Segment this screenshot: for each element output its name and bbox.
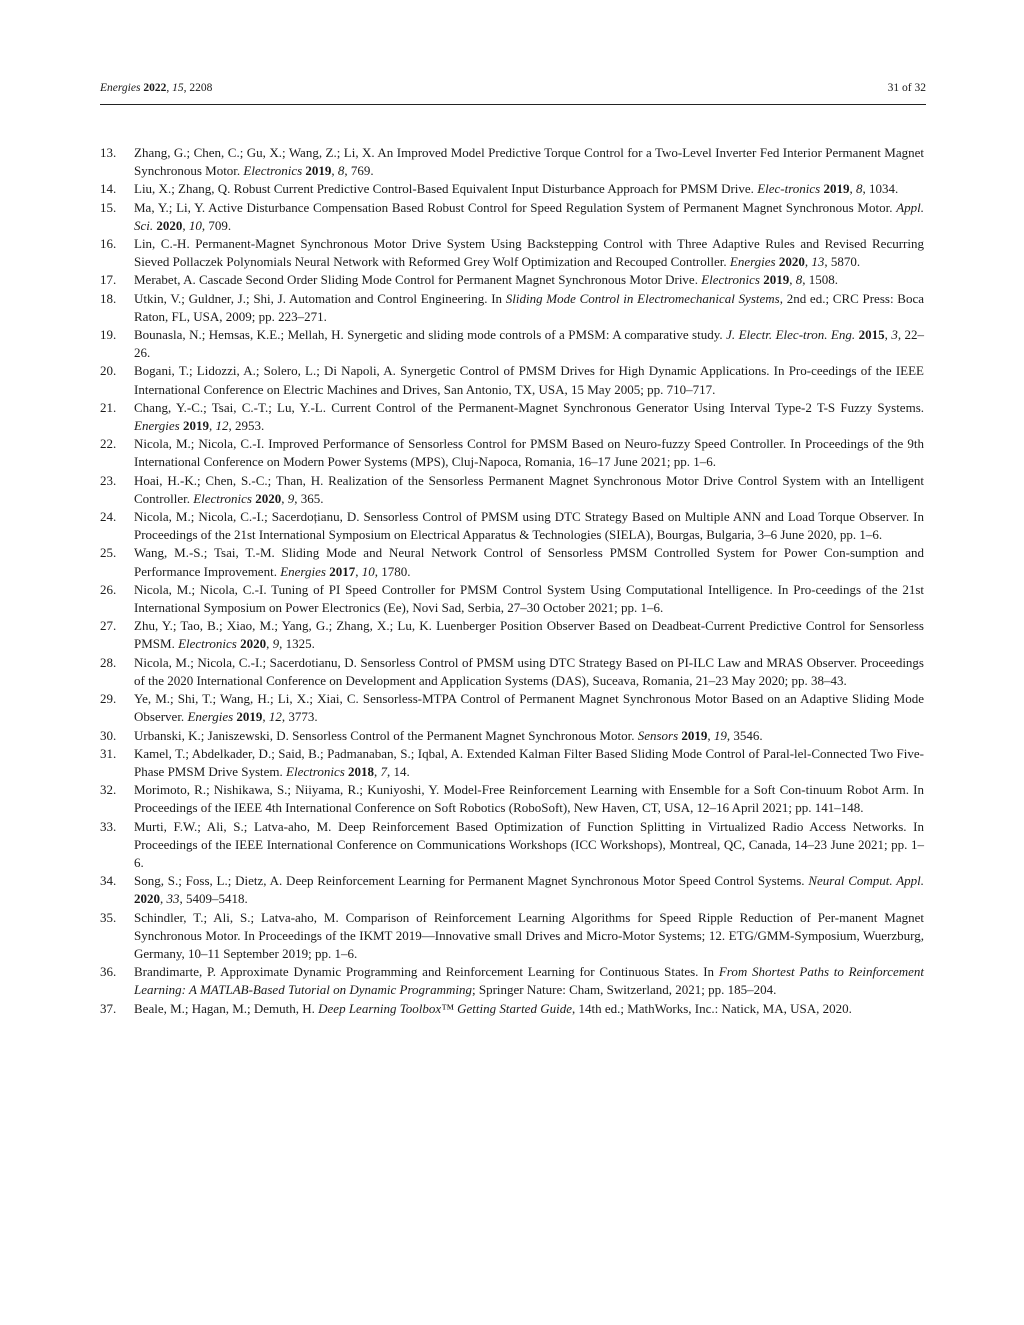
reference-segment: , 1508. bbox=[802, 272, 838, 288]
reference-text bbox=[134, 655, 924, 688]
reference-italic: Electronics bbox=[193, 490, 252, 506]
reference-number: 26. bbox=[100, 581, 117, 597]
reference-item bbox=[100, 180, 924, 198]
reference-italic: 10 bbox=[361, 563, 375, 579]
reference-text bbox=[134, 819, 924, 870]
reference-item bbox=[100, 362, 924, 398]
reference-segment: , 365. bbox=[294, 490, 324, 506]
reference-segment: , bbox=[884, 327, 892, 343]
reference-italic: 33 bbox=[166, 891, 180, 907]
reference-text bbox=[134, 400, 924, 433]
reference-italic: Energies bbox=[187, 709, 234, 725]
header-rule bbox=[100, 104, 926, 105]
reference-bold: 2017 bbox=[329, 563, 356, 579]
reference-number: 15. bbox=[100, 199, 117, 215]
reference-segment: , bbox=[804, 254, 812, 270]
reference-text bbox=[134, 746, 924, 779]
reference-text bbox=[134, 272, 838, 287]
reference-number: 16. bbox=[100, 236, 117, 252]
reference-text bbox=[134, 291, 924, 324]
journal-name: Energies bbox=[100, 82, 141, 94]
reference-text bbox=[134, 618, 924, 651]
reference-item bbox=[100, 199, 924, 235]
reference-item bbox=[100, 745, 924, 781]
reference-text bbox=[134, 910, 924, 961]
reference-text bbox=[134, 145, 924, 178]
reference-item bbox=[100, 781, 924, 817]
reference-bold: 2019 bbox=[236, 709, 263, 725]
reference-italic: Neural Comput. Appl. bbox=[808, 873, 924, 889]
reference-italic: Deep Learning Toolbox™ Getting Started Guide bbox=[318, 1000, 572, 1016]
reference-italic: 8 bbox=[856, 181, 863, 197]
reference-bold: 2015 bbox=[858, 327, 885, 343]
reference-segment: Nicola, M.; Nicola, C.-I.; Sacerdoțianu, D. Sensorless Control of PMSM using DTC Strategy Based on Multiple ANN and Load Torque Observer. In Proceedings of the 21st International Symposium on Electrical Apparatus & Technologies (SIELA), Bourgas, Bulgaria, 3–6 June 2020, pp. 1–6. bbox=[134, 509, 924, 543]
reference-item bbox=[100, 544, 924, 580]
reference-italic: 10 bbox=[188, 217, 202, 233]
reference-number: 31. bbox=[100, 745, 117, 761]
reference-item bbox=[100, 872, 924, 908]
reference-segment: , bbox=[160, 891, 167, 907]
reference-number: 24. bbox=[100, 509, 117, 525]
reference-italic: 8 bbox=[337, 163, 345, 179]
reference-italic: 8 bbox=[795, 272, 803, 288]
reference-item bbox=[100, 617, 924, 653]
reference-item bbox=[100, 508, 924, 544]
reference-segment: , 1034. bbox=[862, 181, 899, 197]
reference-segment: Bounasla, N.; Hemsas, K.E.; Mellah, H. Synergetic and sliding mode controls of a PMSM: A comparative study. bbox=[134, 327, 727, 343]
reference-segment: Urbanski, K.; Janiszewski, D. Sensorless Control of the Permanent Magnet Synchronous Motor. bbox=[134, 727, 638, 743]
reference-segment: Utkin, V.; Guldner, J.; Shi, J. Automation and Control Engineering. In bbox=[134, 290, 506, 306]
reference-italic: 12 bbox=[268, 709, 282, 725]
reference-text bbox=[134, 728, 763, 743]
reference-italic: Electronics bbox=[286, 763, 345, 779]
reference-italic: Electronics bbox=[243, 163, 303, 179]
reference-number: 35. bbox=[100, 909, 117, 925]
reference-segment: , 14th ed.; MathWorks, Inc.: Natick, MA, USA, 2020. bbox=[571, 1000, 852, 1016]
reference-segment: , 769. bbox=[344, 163, 374, 179]
reference-number: 19. bbox=[100, 327, 117, 343]
reference-segment: , 2nd ed.; CRC Press: Boca Raton, FL, USA, 2009; pp. 223–271. bbox=[134, 290, 924, 324]
reference-segment: , bbox=[266, 636, 273, 652]
reference-segment: Nicola, M.; Nicola, C.-I.; Sacerdotianu, D. Sensorless Control of PMSM using DTC Strategy Based on PI-ILC Law and MRAS Observer. Proceedings of the 2020 International Conference on Development and Application Systems (DAS), Suceava, Romania, 21–23 May 2020; pp. 38–43. bbox=[134, 654, 924, 688]
reference-italic: J. Electr. Elec-tron. Eng. bbox=[726, 327, 856, 343]
reference-text bbox=[134, 545, 924, 578]
reference-segment: , 709. bbox=[201, 217, 232, 233]
reference-italic: From Shortest Paths to Reinforcement Learning: A MATLAB-Based Tutorial on Dynamic Programming bbox=[134, 964, 925, 998]
reference-italic: 9 bbox=[272, 636, 280, 652]
reference-italic: Sensors bbox=[637, 727, 679, 743]
reference-segment: , 3773. bbox=[281, 709, 318, 725]
reference-number: 20. bbox=[100, 363, 117, 379]
reference-item bbox=[100, 654, 924, 690]
reference-segment: Hoai, H.-K.; Chen, S.-C.; Than, H. Realization of the Sensorless Permanent Magnet Synchronous Motor Drive Control System with an Intelligent Controller. bbox=[134, 472, 924, 506]
reference-segment: , 3546. bbox=[726, 727, 763, 743]
reference-item bbox=[100, 818, 924, 873]
reference-text bbox=[134, 782, 924, 815]
reference-text bbox=[134, 181, 898, 196]
reference-segment: , bbox=[262, 709, 269, 725]
reference-text bbox=[134, 873, 924, 906]
reference-number: 21. bbox=[100, 399, 117, 415]
reference-segment: Song, S.; Foss, L.; Dietz, A. Deep Reinforcement Learning for Permanent Magnet Synchronous Motor Speed Control Systems. bbox=[134, 873, 809, 889]
reference-item bbox=[100, 326, 924, 362]
reference-number: 25. bbox=[100, 545, 117, 561]
reference-segment: Chang, Y.-C.; Tsai, C.-T.; Lu, Y.-L. Current Control of the Permanent-Magnet Synchronous Generator Using Interval Type-2 T-S Fuzzy Systems. bbox=[134, 399, 924, 415]
reference-number: 37. bbox=[100, 1000, 117, 1016]
reference-item bbox=[100, 1000, 924, 1018]
reference-number: 27. bbox=[100, 618, 117, 634]
reference-bold: 2020 bbox=[255, 490, 282, 506]
reference-text bbox=[134, 363, 924, 396]
reference-number: 32. bbox=[100, 782, 117, 798]
reference-segment: , 1780. bbox=[374, 563, 411, 579]
reference-italic: Energies bbox=[729, 254, 776, 270]
reference-segment: , 22–26. bbox=[134, 327, 925, 361]
reference-text bbox=[134, 200, 924, 233]
reference-segment: Merabet, A. Cascade Second Order Sliding Mode Control for Permanent Magnet Synchronous Motor Drive. bbox=[134, 272, 702, 288]
reference-italic: Electronics bbox=[178, 636, 237, 652]
reference-segment: Nicola, M.; Nicola, C.-I. Tuning of PI Speed Controller for PMSM Control System Using Computational Intelligence. In Pro-ceedings of the 21st International Symposium on Power Electronics (Ee), Novi Sad, Serbia, 27–30 October 2021; pp. 1–6. bbox=[134, 581, 924, 616]
reference-segment: , 2953. bbox=[228, 418, 265, 434]
reference-italic: 19 bbox=[713, 727, 727, 743]
reference-number: 28. bbox=[100, 654, 117, 670]
reference-italic: 13 bbox=[811, 254, 825, 270]
reference-italic: Sliding Mode Control in Electromechanical Systems bbox=[505, 290, 780, 306]
reference-item bbox=[100, 727, 924, 745]
reference-item bbox=[100, 290, 924, 326]
reference-segment: , 1325. bbox=[279, 636, 315, 652]
reference-segment: Liu, X.; Zhang, Q. Robust Current Predictive Control-Based Equivalent Input Disturbance Approach for PMSM Drive. bbox=[134, 181, 758, 197]
reference-bold: 2019 bbox=[823, 181, 850, 197]
reference-italic: Elec-tronics bbox=[757, 181, 821, 197]
reference-italic: 12 bbox=[215, 418, 229, 434]
reference-text bbox=[134, 236, 924, 269]
reference-item bbox=[100, 581, 924, 617]
reference-segment: Murti, F.W.; Ali, S.; Latva-aho, M. Deep Reinforcement Based Optimization of Function Splitting in Virtualized Radio Access Networks. In Proceedings of the IEEE International Conference on Communications Workshops (ICC Workshops), Montreal, QC, Canada, 14–23 June 2021; pp. 1–6. bbox=[134, 818, 924, 870]
reference-text bbox=[134, 473, 924, 506]
reference-bold: 2020 bbox=[240, 636, 267, 652]
page-header bbox=[100, 82, 926, 102]
reference-segment: Beale, M.; Hagan, M.; Demuth, H. bbox=[134, 1000, 319, 1016]
reference-number: 22. bbox=[100, 436, 117, 452]
reference-segment: , 5409–5418. bbox=[179, 891, 248, 907]
reference-number: 30. bbox=[100, 727, 117, 743]
reference-text bbox=[134, 582, 924, 615]
reference-bold: 2019 bbox=[681, 727, 708, 743]
reference-segment: , bbox=[707, 727, 714, 743]
reference-segment: Zhu, Y.; Tao, B.; Xiao, M.; Yang, G.; Zhang, X.; Lu, K. Luenberger Position Observer Based on Deadbeat-Current Predictive Control for Sensorless PMSM. bbox=[134, 618, 924, 652]
reference-number: 33. bbox=[100, 818, 117, 834]
reference-segment: , bbox=[182, 217, 189, 233]
reference-bold: 2020 bbox=[156, 217, 183, 233]
reference-italic: Energies bbox=[134, 418, 180, 434]
reference-item bbox=[100, 435, 924, 471]
reference-segment: , bbox=[208, 418, 216, 434]
reference-number: 17. bbox=[100, 272, 117, 288]
reference-segment: Zhang, G.; Chen, C.; Gu, X.; Wang, Z.; Li, X. An Improved Model Predictive Torque Control for a Two-Level Inverter Fed Interior Permanent Magnet Synchronous Motor. bbox=[134, 145, 924, 179]
reference-segment: Ye, M.; Shi, T.; Wang, H.; Li, X.; Xiai, C. Sensorless-MTPA Control of Permanent Magnet Synchronous Motor Based on an Adaptive Sliding Mode Observer. bbox=[134, 691, 924, 725]
reference-number: 13. bbox=[100, 145, 117, 160]
reference-number: 34. bbox=[100, 873, 117, 889]
reference-text bbox=[134, 1001, 852, 1016]
reference-segment: , bbox=[849, 181, 856, 197]
reference-bold: 2020 bbox=[778, 254, 805, 270]
reference-segment: , bbox=[355, 563, 362, 579]
journal-citation: Energies 2022, 15, 2208 bbox=[100, 82, 213, 94]
reference-italic: Appl. Sci. bbox=[134, 199, 924, 233]
reference-item bbox=[100, 271, 924, 289]
reference-item bbox=[100, 235, 924, 271]
reference-segment: Ma, Y.; Li, Y. Active Disturbance Compensation Based Robust Control for Speed Regulation System of Permanent Magnet Synchronous Motor. bbox=[134, 199, 897, 215]
reference-text bbox=[134, 509, 924, 542]
reference-segment: , bbox=[331, 163, 338, 179]
reference-bold: 2020 bbox=[134, 891, 160, 907]
journal-volume: 15 bbox=[172, 82, 184, 94]
reference-segment: , 5870. bbox=[824, 254, 861, 270]
reference-segment: Morimoto, R.; Nishikawa, S.; Niiyama, R.; Kuniyoshi, Y. Model-Free Reinforcement Learning with Ensemble for a Soft Con-tinuum Robot Arm. In Proceedings of the IEEE 4th International Conference on Soft Robotics (RoboSoft), New Haven, CT, USA, 12–16 April 2021; pp. 141–148. bbox=[134, 782, 924, 816]
reference-segment: , bbox=[789, 272, 796, 288]
reference-number: 36. bbox=[100, 964, 117, 980]
reference-item bbox=[100, 144, 924, 180]
reference-bold: 2019 bbox=[305, 163, 332, 179]
article-number: 2208 bbox=[189, 82, 213, 94]
reference-item bbox=[100, 963, 924, 999]
reference-italic: Electronics bbox=[701, 272, 760, 288]
reference-item bbox=[100, 690, 924, 726]
reference-text bbox=[134, 691, 924, 724]
reference-italic: 9 bbox=[287, 490, 295, 506]
reference-item bbox=[100, 909, 924, 964]
reference-text bbox=[134, 327, 924, 360]
reference-italic: Energies bbox=[280, 563, 326, 579]
reference-segment: , bbox=[374, 763, 381, 779]
reference-segment: Nicola, M.; Nicola, C.-I. Improved Performance of Sensorless Control for PMSM Based on Neuro-fuzzy Speed Controller. In Proceedings of the 9th International Conference on Modern Power Systems (MPS), Cluj-Napoca, Romania, 16–17 June 2021; pp. 1–6. bbox=[134, 436, 924, 470]
reference-bold: 2019 bbox=[182, 418, 209, 434]
reference-segment: Brandimarte, P. Approximate Dynamic Programming and Reinforcement Learning for Continuous States. In bbox=[134, 964, 719, 980]
reference-list bbox=[100, 144, 924, 1018]
reference-item bbox=[100, 399, 924, 435]
reference-text bbox=[134, 964, 924, 997]
reference-bold: 2019 bbox=[763, 272, 790, 288]
reference-italic: 7 bbox=[380, 763, 388, 779]
reference-number: 18. bbox=[100, 290, 117, 306]
reference-italic: 3 bbox=[891, 327, 898, 343]
reference-segment: , 14. bbox=[387, 763, 410, 779]
reference-segment: , bbox=[281, 490, 288, 506]
reference-segment: ; Springer Nature: Cham, Switzerland, 2021; pp. 185–204. bbox=[472, 982, 777, 998]
reference-number: 23. bbox=[100, 472, 117, 488]
reference-number: 14. bbox=[100, 181, 117, 197]
page-number: 31 of 32 bbox=[887, 82, 926, 94]
reference-bold: 2018 bbox=[348, 763, 375, 779]
reference-number: 29. bbox=[100, 691, 117, 707]
reference-segment: Kamel, T.; Abdelkader, D.; Said, B.; Padmanaban, S.; Iqbal, A. Extended Kalman Filter Based Sliding Mode Control of Paral-lel-Connected Two Five-Phase PMSM Drive System. bbox=[134, 745, 924, 779]
reference-segment: Schindler, T.; Ali, S.; Latva-aho, M. Comparison of Reinforcement Learning Algorithms for Speed Ripple Reduction of Per-manent Magnet Synchronous Motor. In Proceedings of the IKMT 2019—Innovative small Drives and Micro-Motor Systems; 12. ETG/GMM-Symposium, Wuerzburg, Germany, 10–11 September 2019; pp. 1–6. bbox=[134, 909, 924, 961]
reference-segment: Bogani, T.; Lidozzi, A.; Solero, L.; Di Napoli, A. Synergetic Control of PMSM Drives for High Dynamic Applications. In Pro-ceedings of the IEEE International Conference on Electric Machines and Drives, San Antonio, TX, USA, 15 May 2005; pp. 710–717. bbox=[134, 363, 924, 397]
reference-item bbox=[100, 472, 924, 508]
reference-text bbox=[134, 436, 924, 469]
journal-year: 2022 bbox=[143, 82, 167, 94]
reference-segment: Wang, M.-S.; Tsai, T.-M. Sliding Mode and Neural Network Control of Sensorless PMSM Controlled System for Power Con-sumption and Performance Improvement. bbox=[134, 545, 924, 579]
reference-segment: Lin, C.-H. Permanent-Magnet Synchronous Motor Drive System Using Backstepping Control with Three Adaptive Rules and Revised Recurring Sieved Pollaczek Polynomials Neural Network with Reformed Grey Wolf Optimization and Recouped Controller. bbox=[134, 236, 924, 270]
